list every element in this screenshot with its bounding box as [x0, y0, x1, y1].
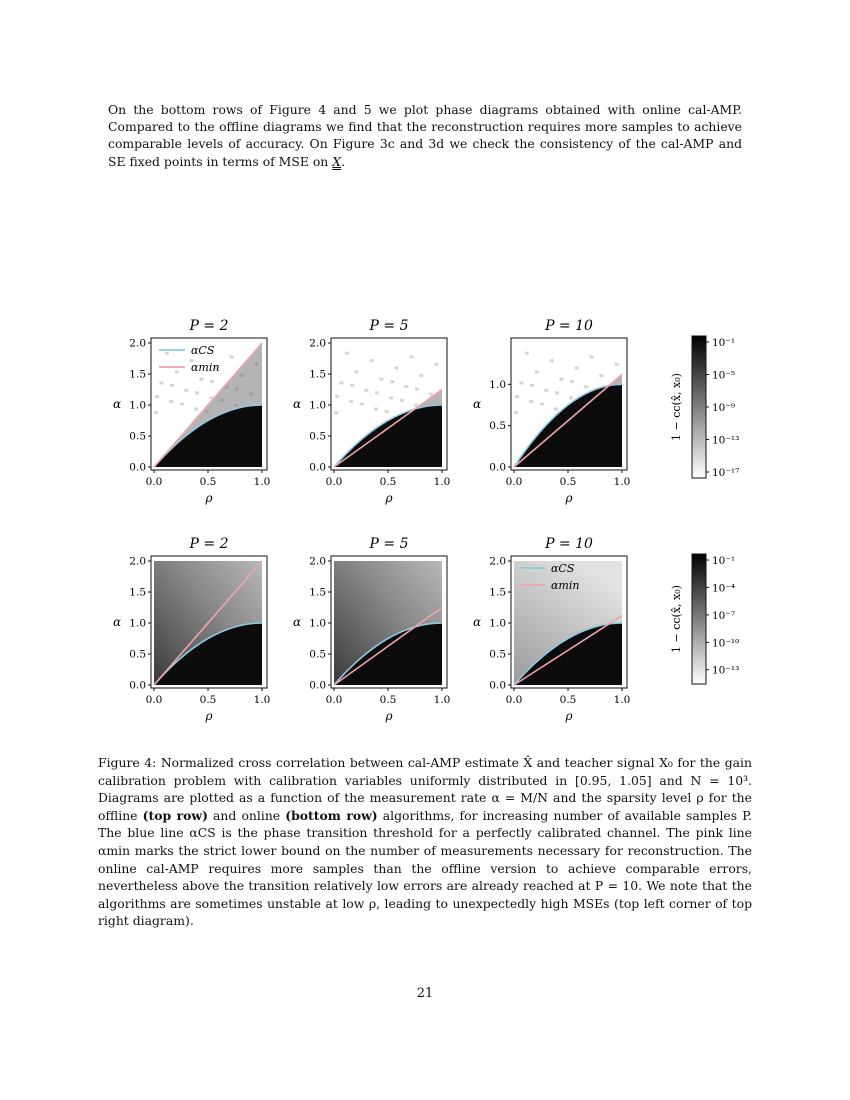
heatmap-speck	[614, 363, 618, 366]
colorbar-tick-label: 10⁻¹⁰	[712, 637, 740, 650]
phase-panel-offline-1	[293, 318, 450, 505]
heatmap-speck	[584, 385, 588, 388]
legend-label: αmin	[551, 579, 580, 592]
heatmap-speck	[154, 411, 158, 414]
y-axis-label: α	[292, 397, 302, 411]
heatmap-speck	[334, 411, 338, 414]
heatmap-speck	[210, 380, 214, 383]
panel-title: P = 10	[545, 318, 593, 334]
heatmap-speck	[404, 385, 408, 388]
heatmap-speck	[400, 399, 404, 402]
heatmap-speck	[184, 389, 188, 392]
y-tick-label: 1.0	[309, 399, 326, 412]
x-tick-label: 0.5	[379, 694, 397, 706]
heatmap-speck	[419, 374, 423, 377]
heatmap-speck	[364, 389, 368, 392]
heatmap-speck	[375, 391, 379, 394]
x-tick-label: 1.0	[613, 694, 631, 706]
heatmap-speck	[370, 359, 374, 362]
y-tick-label: 0.0	[489, 679, 506, 692]
heatmap-speck	[529, 400, 533, 403]
success-region-top	[334, 405, 442, 467]
heatmap-speck	[180, 403, 184, 406]
y-tick-label: 1.0	[489, 617, 506, 630]
heatmap-speck	[169, 400, 173, 403]
heatmap-speck	[170, 384, 174, 387]
heatmap-speck	[199, 378, 203, 381]
heatmap-speck	[569, 396, 573, 399]
heatmap-speck	[590, 355, 594, 358]
intro-end: .	[341, 153, 346, 169]
heatmap-speck	[175, 370, 179, 373]
heatmap-speck	[415, 388, 419, 391]
heatmap-speck	[410, 355, 414, 358]
y-tick-label: 0.0	[489, 461, 506, 474]
heatmap-speck	[599, 374, 603, 377]
y-tick-label: 1.5	[129, 368, 146, 381]
x-tick-label: 0.0	[505, 694, 523, 706]
y-axis-label: α	[112, 397, 122, 411]
heatmap-speck	[350, 384, 354, 387]
y-tick-label: 0.5	[489, 420, 506, 433]
y-tick-label: 0.0	[129, 679, 146, 692]
heatmap-speck	[194, 407, 198, 410]
y-tick-label: 1.0	[309, 617, 326, 630]
caption-part-3: algorithms, for increasing number of available samples P. The blue line αCS is the phase transition threshold for a perfectly calibrated channel. The pink line αmin marks the strict lower bound on the number of measurements necessary for reconstruction. The online cal-AMP requires more samples than the offline version to achieve comparable errors, nevertheless above the transition relatively low errors are already reached at P = 10. We note that the algorithms are sometimes unstable at low ρ, leading to unexpectedly high MSEs (top left corner of top right diagram).	[98, 807, 752, 929]
phase-panel-online-0	[113, 536, 270, 723]
heatmap-speck	[434, 363, 438, 366]
colorbar-gradient	[692, 336, 706, 478]
heatmap-speck	[385, 410, 389, 413]
y-tick-label: 0.5	[309, 430, 326, 443]
y-tick-label: 0.0	[309, 679, 326, 692]
y-tick-label: 2.0	[309, 337, 326, 350]
colorbar-tick-label: 10⁻¹³	[712, 434, 740, 447]
panel-title: P = 5	[369, 318, 409, 334]
y-tick-label: 0.5	[309, 648, 326, 661]
x-tick-label: 0.0	[505, 476, 523, 488]
y-tick-label: 2.0	[309, 555, 326, 568]
x-axis-label: ρ	[385, 709, 393, 723]
x-tick-label: 1.0	[613, 476, 631, 488]
x-axis-label: ρ	[205, 709, 213, 723]
y-tick-label: 1.5	[129, 586, 146, 599]
heatmap-speck	[390, 380, 394, 383]
colorbar-tick-label: 10⁻⁴	[712, 582, 736, 595]
intro-text: On the bottom rows of Figure 4 and 5 we plot phase diagrams obtained with online cal-AMP. Compared to the offline diagrams we find that the reconstruction requires more samples to achieve comparable levels of accuracy. On Figure 3c and 3d we check the consistency of the cal-AMP and SE fixed points in terms of MSE on	[108, 102, 742, 169]
y-axis-label: α	[292, 615, 302, 629]
heatmap-speck	[379, 378, 383, 381]
heatmap-speck	[159, 381, 163, 384]
heatmap-speck	[574, 367, 578, 370]
phase-panel-offline-0	[113, 318, 270, 505]
colorbar-tick-label: 10⁻¹	[712, 555, 736, 567]
caption-part-1: Figure 4: Normalized cross correlation between cal-AMP estimate X̂ and teacher signal X₀ for the gain calibration problem with calibration variables uniformly distributed in [0.95, 1.05] and N = 10³. Diagrams are plotted as a function of the measurement rate α = M/N and the sparsity level ρ for the offline	[98, 755, 752, 823]
heatmap-speck	[429, 393, 433, 396]
phase-panel-online-1	[293, 536, 450, 723]
heatmap-speck	[535, 370, 539, 373]
y-axis-label: α	[112, 615, 122, 629]
heatmap-speck	[570, 380, 574, 383]
y-tick-label: 1.5	[309, 586, 326, 599]
panel-title: P = 2	[189, 536, 229, 552]
colorbar-label: 1 − cc(x̂, x₀)	[670, 585, 683, 653]
legend-label: αmin	[191, 361, 220, 374]
legend-label: αCS	[551, 562, 575, 575]
phase-panel-offline-2	[473, 318, 630, 505]
x-tick-label: 1.0	[433, 694, 451, 706]
heatmap-speck	[540, 403, 544, 406]
heatmap-speck	[155, 395, 159, 398]
colorbar-offline	[670, 336, 739, 479]
colorbar-tick-label: 10⁻¹³	[712, 664, 740, 677]
x-tick-label: 0.0	[145, 476, 163, 488]
heatmap-speck	[555, 391, 559, 394]
x-symbol: X	[332, 153, 342, 169]
x-axis-label: ρ	[565, 709, 573, 723]
colorbar-gradient	[692, 554, 706, 684]
colorbar-tick-label: 10⁻⁹	[712, 402, 736, 414]
y-tick-label: 2.0	[489, 555, 506, 568]
colorbar-tick-label: 10⁻¹	[712, 337, 736, 349]
heatmap-speck	[360, 403, 364, 406]
heatmap-speck	[554, 407, 558, 410]
heatmap-speck	[550, 359, 554, 362]
heatmap-speck	[230, 355, 234, 358]
y-tick-label: 1.0	[129, 399, 146, 412]
heatmap-speck	[519, 381, 523, 384]
success-region-top	[514, 384, 622, 467]
heatmap-speck	[389, 396, 393, 399]
x-tick-label: 0.0	[325, 476, 343, 488]
caption-bottom-row: (bottom row)	[285, 807, 378, 823]
heatmap-speck	[345, 352, 349, 355]
x-axis-label: ρ	[385, 491, 393, 505]
y-tick-label: 0.0	[129, 461, 146, 474]
x-tick-label: 0.0	[325, 694, 343, 706]
y-tick-label: 0.5	[129, 430, 146, 443]
x-axis-label: ρ	[205, 491, 213, 505]
x-tick-label: 0.0	[145, 694, 163, 706]
y-tick-label: 1.5	[309, 368, 326, 381]
heatmap-speck	[559, 378, 563, 381]
x-tick-label: 1.0	[433, 476, 451, 488]
y-tick-label: 1.0	[489, 378, 506, 391]
colorbar-online	[670, 554, 739, 684]
heatmap-speck	[335, 395, 339, 398]
heatmap-speck	[514, 411, 518, 414]
heatmap-speck	[195, 391, 199, 394]
x-tick-label: 0.5	[199, 476, 217, 488]
y-tick-label: 1.0	[129, 617, 146, 630]
y-axis-label: α	[472, 397, 482, 411]
heatmap-speck	[165, 352, 169, 355]
heatmap-speck	[349, 400, 353, 403]
heatmap-speck	[544, 389, 548, 392]
x-axis-label: ρ	[565, 491, 573, 505]
y-tick-label: 0.5	[489, 648, 506, 661]
phase-panel-online-2	[473, 536, 630, 723]
caption-top-row: (top row)	[142, 807, 208, 823]
heatmap-speck	[339, 381, 343, 384]
heatmap-speck	[374, 407, 378, 410]
page-number: 21	[416, 986, 434, 1001]
heatmap-speck	[525, 352, 529, 355]
colorbar-tick-label: 10⁻¹⁷	[712, 467, 740, 479]
panel-title: P = 5	[369, 536, 409, 552]
caption-part-2: and online	[207, 807, 286, 823]
heatmap-speck	[515, 395, 519, 398]
figure-caption	[98, 754, 752, 930]
colorbar-tick-label: 10⁻⁷	[712, 609, 736, 622]
y-tick-label: 0.0	[309, 461, 326, 474]
x-tick-label: 1.0	[253, 476, 271, 488]
heatmap-speck	[355, 370, 359, 373]
x-tick-label: 0.5	[559, 694, 577, 706]
y-tick-label: 0.5	[129, 648, 146, 661]
y-tick-label: 2.0	[129, 555, 146, 568]
x-tick-label: 1.0	[253, 694, 271, 706]
colorbar-label: 1 − cc(x̂, x₀)	[670, 373, 683, 441]
heatmap-speck	[530, 384, 534, 387]
heatmap-speck	[394, 367, 398, 370]
x-tick-label: 0.5	[559, 476, 577, 488]
panel-title: P = 10	[545, 536, 593, 552]
x-tick-label: 0.5	[379, 476, 397, 488]
legend-label: αCS	[191, 344, 215, 357]
y-tick-label: 2.0	[129, 337, 146, 350]
colorbar-tick-label: 10⁻⁵	[712, 369, 736, 382]
panel-title: P = 2	[189, 318, 229, 334]
y-tick-label: 1.5	[489, 586, 506, 599]
y-axis-label: α	[472, 615, 482, 629]
x-tick-label: 0.5	[199, 694, 217, 706]
